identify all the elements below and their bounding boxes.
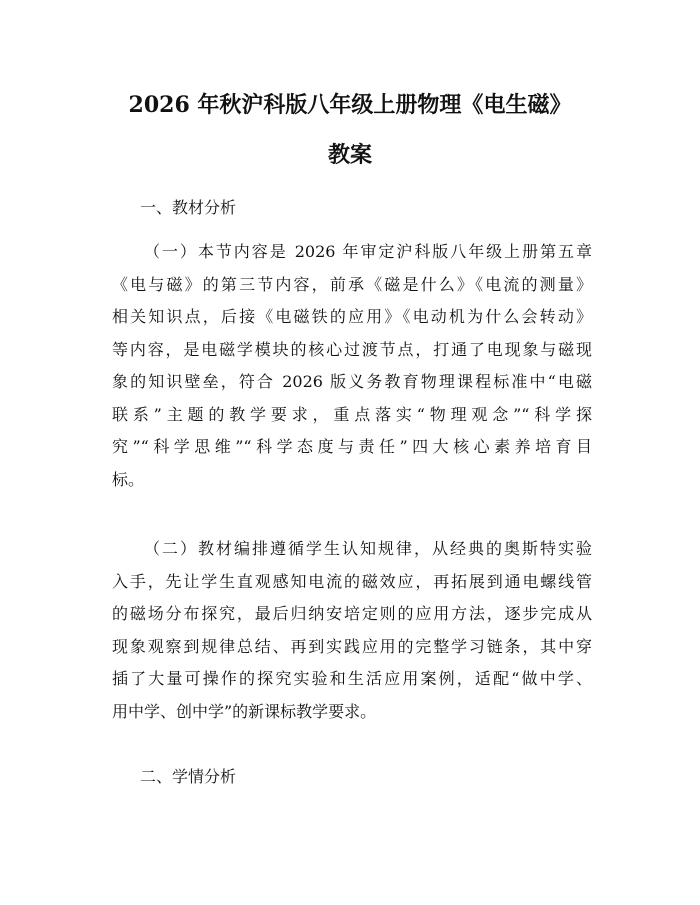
section-heading-student-analysis: 二、学情分析 [140,767,237,786]
paragraph-line: 象的知识壁垒，符合 2026 版义务教育物理课程标准中“电磁 [112,372,592,391]
paragraph-line: 现象观察到规律总结、再到实践应用的完整学习链条，其中穿 [112,636,592,656]
paragraph-line: 《电与磁》的第三节内容，前承《磁是什么》《电流的测量》 [112,274,592,294]
document-title-line-2: 教案 [327,142,372,168]
document-title-line-1: 2026 年秋沪科版八年级上册物理《电生磁》 [128,92,572,118]
paragraph-textbook-content [112,236,592,496]
paragraph-line: 联系”主题的教学要求，重点落实“物理观念”“科学探 [112,404,592,424]
section-heading-textbook-analysis: 一、教材分析 [140,198,237,217]
paragraph-line: （二）教材编排遵循学生认知规律，从经典的奥斯特实验 [144,539,592,558]
paragraph-line: 相关知识点，后接《电磁铁的应用》《电动机为什么会转动》 [112,307,592,326]
paragraph-line: 的磁场分布探究，最后归纳安培定则的应用方法，逐步完成从 [112,604,592,623]
paragraph-line: 用中学、创中学”的新课标教学要求。 [112,701,377,721]
paragraph-line: （一）本节内容是 2026 年审定沪科版八年级上册第五章 [144,242,592,261]
paragraph-line: 究”“科学思维”“科学态度与责任”四大核心素养培育目 [112,437,592,456]
paragraph-line: 插了大量可操作的探究实验和生活应用案例，适配“做中学、 [112,669,592,688]
paragraph-line: 入手，先让学生直观感知电流的磁效应，再拓展到通电螺线管 [112,571,592,591]
paragraph-line: 等内容，是电磁学模块的核心过渡节点，打通了电现象与磁现 [112,339,592,359]
paragraph-line: 标。 [112,469,145,489]
paragraph-textbook-arrangement [112,533,592,728]
